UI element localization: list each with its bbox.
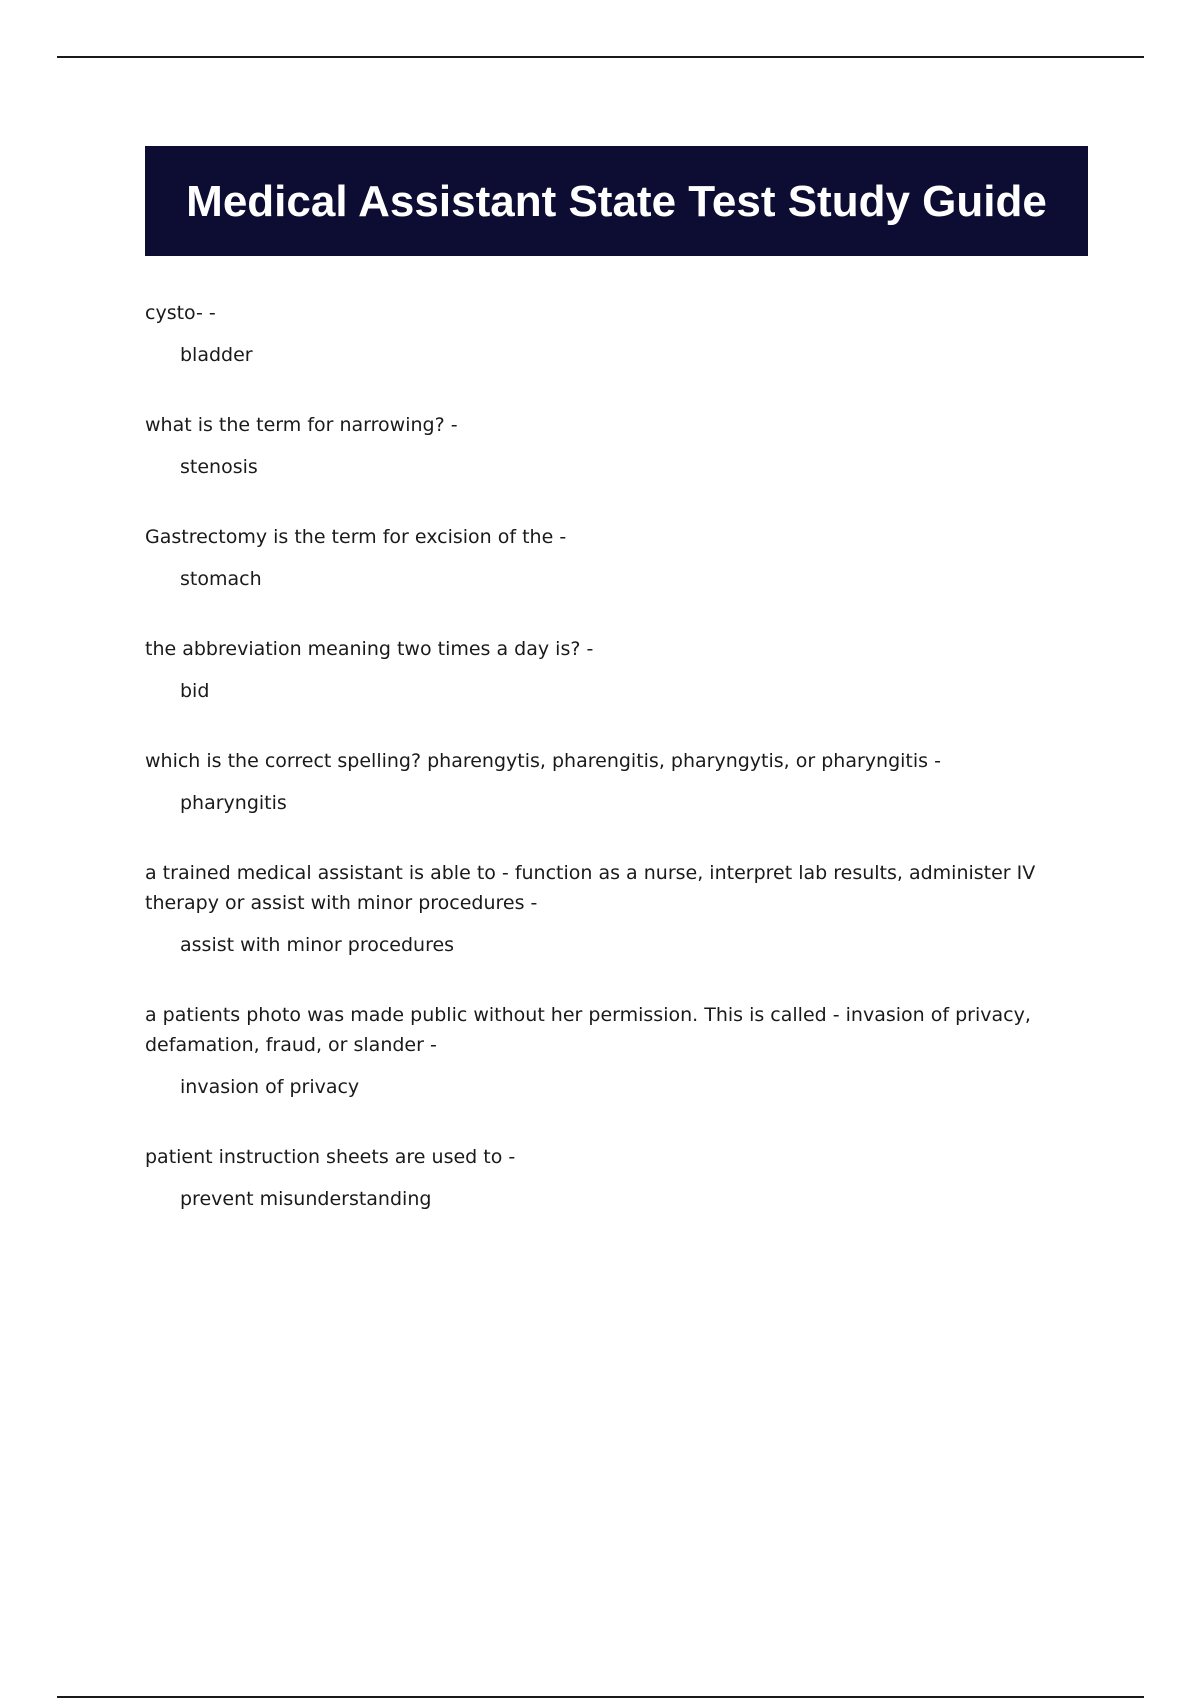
qa-item: [145, 746, 1095, 818]
answer-text: stenosis: [180, 456, 258, 478]
answer-text: bladder: [180, 344, 253, 366]
qa-item: [145, 1000, 1095, 1102]
answer-text: prevent misunderstanding: [180, 1188, 432, 1210]
qa-item: [145, 410, 1095, 482]
answer-text: stomach: [180, 568, 262, 590]
question-text: cysto- -: [145, 302, 216, 324]
answer-text: pharyngitis: [180, 792, 287, 814]
question-text: the abbreviation meaning two times a day is? -: [145, 638, 594, 660]
title-banner: [145, 146, 1088, 256]
qa-item: [145, 858, 1095, 960]
answer-text: invasion of privacy: [180, 1076, 360, 1098]
qa-item: [145, 298, 1095, 370]
footer-rule: [57, 1696, 1144, 1698]
question-text: which is the correct spelling? pharengytis, pharengitis, pharyngytis, or pharyngitis -: [145, 750, 941, 772]
answer-text: bid: [180, 680, 210, 702]
question-text: a trained medical assistant is able to - function as a nurse, interpret lab results, administer IV therapy or assist with minor procedures -: [145, 862, 1036, 914]
document-title: Medical Assistant State Test Study Guide: [186, 176, 1047, 226]
question-text: what is the term for narrowing? -: [145, 414, 458, 436]
question-text: Gastrectomy is the term for excision of the -: [145, 526, 567, 548]
qa-item: [145, 522, 1095, 594]
question-text: a patients photo was made public without her permission. This is called - invasion of privacy, defamation, fraud, or slander -: [145, 1004, 1031, 1056]
question-text: patient instruction sheets are used to -: [145, 1146, 516, 1168]
qa-item: [145, 634, 1095, 706]
qa-item: [145, 1142, 1095, 1214]
header-rule: [57, 56, 1144, 58]
answer-text: assist with minor procedures: [180, 934, 455, 956]
qa-list: [145, 298, 1095, 1214]
